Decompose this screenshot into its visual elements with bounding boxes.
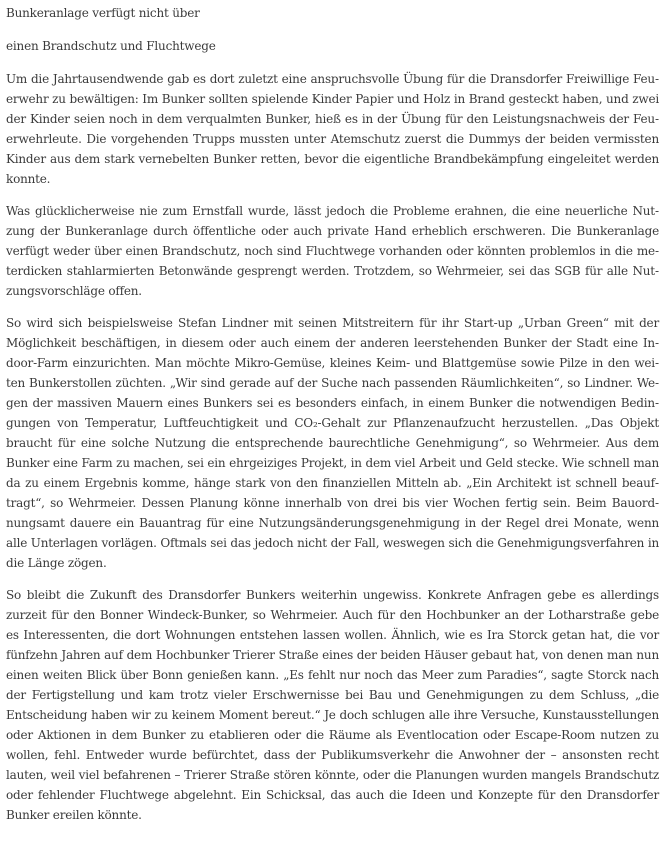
paragraph-exercise: Um die Jahrtausendwende gab es dort zuletzt eine anspruchsvolle Übung für die Dransdorfer Freiwillige Feuerwehr zu bewältigen: Im Bunker sollten spielende Kinder Papier und Holz in Brand gesteckt haben, und zwei der Kinder seien noch in dem verqualmten Bunker, hieß es in der Übung für den Leistungsnachweis der Feuerwehrleute. Die vorgehenden Trupps mussten unter Atemschutz zuerst die Dummys der beiden vermissten Kinder aus dem stark vernebelten Bunker retten, bevor die eigentliche Brandbekämpfung eingeleitet werden konnte. (6, 72, 659, 186)
paragraph-future: So bleibt die Zukunft des Dransdorfer Bunkers weiterhin ungewiss. Konkrete Anfragen gebe es allerdings zurzeit für den Bonner Windeck-Bunker, so Wehrmeier. Auch für den Hochbunker an der Lotharstraße gebe es Interessenten, die dort Wohnungen entstehen lassen wollen. Ähnlich, wie es Ira Storck getan hat, die vor fünfzehn Jahren auf dem Hochbunker Trierer Straße eines der beiden Häuser gebaut hat, von denen man nun einen weiten Blick über Bonn genießen kann. „Es fehlt nur noch das Meer zum Paradies“, sagte Storck nach der Fertigstellung und kam trotz vieler Erschwernisse bei Bau und Genehmigungen zu dem Schluss, „die Entscheidung haben wir zu keinem Moment bereut.“ Je doch schlugen alle ihre Versuche, Kunstausstellungen oder Aktionen in dem Bunker zu etablieren oder die Räume als Eventlocation oder Escape-Room nutzen zu wollen, fehl. Entweder wurde befürchtet, dass der Publikumsverkehr die Anwohner der – ansonsten recht lauten, weil viel befahrenen – Trierer Straße stören könnte, oder die Planungen wurden mangels Brandschutz oder fehlender Fluchtwege abgelehnt. Ein Schicksal, das auch die Ideen und Konzepte für den Dransdorfer Bunker ereilen könnte. (6, 588, 659, 822)
paragraph-problems: Was glücklicherweise nie zum Ernstfall wurde, lässt jedoch die Probleme erahnen, die eine neuerliche Nutzung der Bunkeranlage durch öffentliche oder auch private Hand erheblich erschweren. Die Bunkeranlage verfügt weder über einen Brandschutz, noch sind Fluchtwege vorhanden oder könnten problemlos in die meterdicken stahlarmierten Betonwände gesprengt werden. Trotzdem, so Wehrmeier, sei das SGB für alle Nutzungsvorschläge offen. (6, 204, 659, 298)
paragraph-urban-green: So wird sich beispielsweise Stefan Lindner mit seinen Mitstreitern für ihr Start-up „Urban Green“ mit der Möglichkeit beschäftigen, in diesem oder auch einem der anderen leerstehenden Bunker der Stadt eine Indoor-Farm einzurichten. Man möchte Mikro-Gemüse, kleines Keim- und Blattgemüse sowie Pilze in den weiten Bunkerstollen züchten. „Wir sind gerade auf der Suche nach passenden Räumlichkeiten“, so Lindner. Wegen der massiven Mauern eines Bunkers sei es besonders einfach, in einem Bunker die notwendigen Bedingungen von Temperatur, Luftfeuchtigkeit und CO₂-Gehalt zur Pflanzenaufzucht herzustellen. „Das Objekt braucht für eine solche Nutzung die entsprechende baurechtliche Genehmigung“, so Wehrmeier. Aus dem Bunker eine Farm zu machen, sei ein ehrgeiziges Projekt, in dem viel Arbeit und Geld stecke. Wie schnell man da zu einem Ergebnis komme, hänge stark von den finanziellen Mitteln ab. „Ein Architekt ist schnell beauftragt“, so Wehrmeier. Dessen Planung könne innerhalb von drei bis vier Wochen fertig sein. Beim Bauordnungsamt dauere ein Bauantrag für eine Nutzungsänderungsgenehmigung in der Regel drei Monate, wenn alle Unterlagen vorlägen. Oftmals sei das jedoch nicht der Fall, weswegen sich die Genehmigungsverfahren in die Länge zögen. (6, 316, 659, 570)
section-heading-line-1: Bunkeranlage verfügt nicht über (6, 6, 200, 20)
section-heading-line-2: einen Brandschutz und Fluchtwege (6, 39, 216, 53)
